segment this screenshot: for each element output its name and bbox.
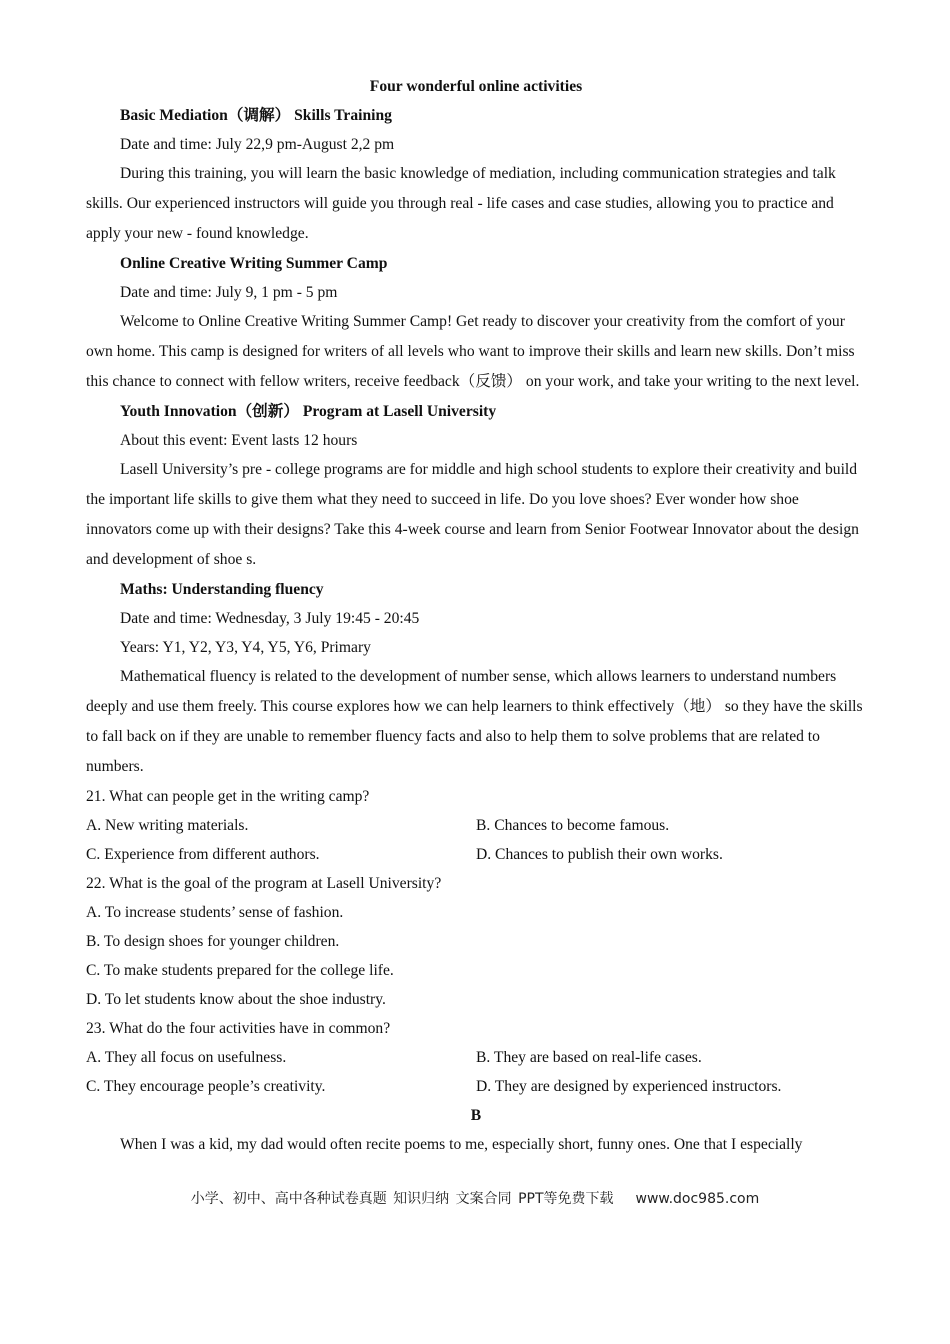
option-d: D. They are designed by experienced instructors. xyxy=(476,1078,782,1095)
activity-date: Date and time: July 9, 1 pm - 5 pm xyxy=(120,284,338,301)
activity-years: Years: Y1, Y2, Y3, Y4, Y5, Y6, Primary xyxy=(120,639,371,656)
activity-date: Date and time: July 22,9 pm-August 2,2 pm xyxy=(120,136,395,153)
option-b: B. To design shoes for younger children. xyxy=(86,933,340,950)
option-d: D. Chances to publish their own works. xyxy=(476,846,723,863)
activity-heading: Basic Mediation（调解） Skills Training xyxy=(120,107,392,124)
activity-heading: Youth Innovation（创新） Program at Lasell University xyxy=(120,403,497,420)
option-a: A. To increase students’ sense of fashion. xyxy=(86,904,344,921)
document-title: Four wonderful online activities xyxy=(369,78,583,95)
option-c: C. Experience from different authors. xyxy=(86,846,320,863)
section-b-first-line: When I was a kid, my dad would often recite poems to me, especially short, funny ones. One that I especially xyxy=(120,1136,803,1153)
activity-4 xyxy=(86,575,866,782)
activity-3 xyxy=(86,397,866,575)
activity-date: Date and time: Wednesday, 3 July 19:45 - 20:45 xyxy=(120,610,420,627)
document-page xyxy=(86,72,866,1160)
footer-text: 小学、初中、高中各种试卷真题 知识归纳 文案合同 PPT等免费下载 xyxy=(190,1191,614,1207)
footer-url[interactable]: www.doc985.com xyxy=(635,1191,760,1207)
section-b-heading: B xyxy=(470,1107,482,1124)
option-c: C. To make students prepared for the college life. xyxy=(86,962,394,979)
activity-1 xyxy=(86,101,866,249)
option-a: A. New writing materials. xyxy=(86,817,249,834)
option-b: B. They are based on real-life cases. xyxy=(476,1049,702,1066)
activity-description: Mathematical fluency is related to the development of number sense, which allows learners to understand numbers deeply and use them freely. This course explores how we can help learners to think effectively（地） so they have the skills to fall back on if they are unable to remember fluency facts and also to help them to solve problems that are related to numbers. xyxy=(86,668,863,775)
activity-description: Welcome to Online Creative Writing Summer Camp! Get ready to discover your creativity from the comfort of your own home. This camp is designed for writers of all levels who want to improve their skills and learn new skills. Don’t miss this chance to connect with fellow writers, receive feedback（反馈） on your work, and take your writing to the next level. xyxy=(86,313,860,390)
activity-info: About this event: Event lasts 12 hours xyxy=(120,432,358,449)
option-d: D. To let students know about the shoe industry. xyxy=(86,991,386,1008)
activity-heading: Maths: Understanding fluency xyxy=(120,581,324,598)
question-23 xyxy=(86,1014,866,1101)
activity-heading: Online Creative Writing Summer Camp xyxy=(120,255,388,272)
activity-2 xyxy=(86,249,866,397)
activity-description: Lasell University’s pre - college programs are for middle and high school students to explore their creativity and build the important life skills to give them what they need to succeed in life. Do you love shoes? Ever wonder how shoe innovators come up with their designs? Take this 4-week course and learn from Senior Footwear Innovator about the design and development of shoe s. xyxy=(86,461,859,568)
option-c: C. They encourage people’s creativity. xyxy=(86,1078,326,1095)
question-stem: 22. What is the goal of the program at Lasell University? xyxy=(86,875,442,892)
activity-description: During this training, you will learn the basic knowledge of mediation, including communication strategies and talk skills. Our experienced instructors will guide you through real - life cases and case studies, allowing you to practice and apply your new - found knowledge. xyxy=(86,165,836,242)
question-22 xyxy=(86,869,866,1014)
page-footer xyxy=(0,1188,950,1208)
option-b: B. Chances to become famous. xyxy=(476,817,670,834)
option-a: A. They all focus on usefulness. xyxy=(86,1049,287,1066)
question-stem: 21. What can people get in the writing camp? xyxy=(86,788,370,805)
question-stem: 23. What do the four activities have in common? xyxy=(86,1020,391,1037)
question-21 xyxy=(86,782,866,869)
